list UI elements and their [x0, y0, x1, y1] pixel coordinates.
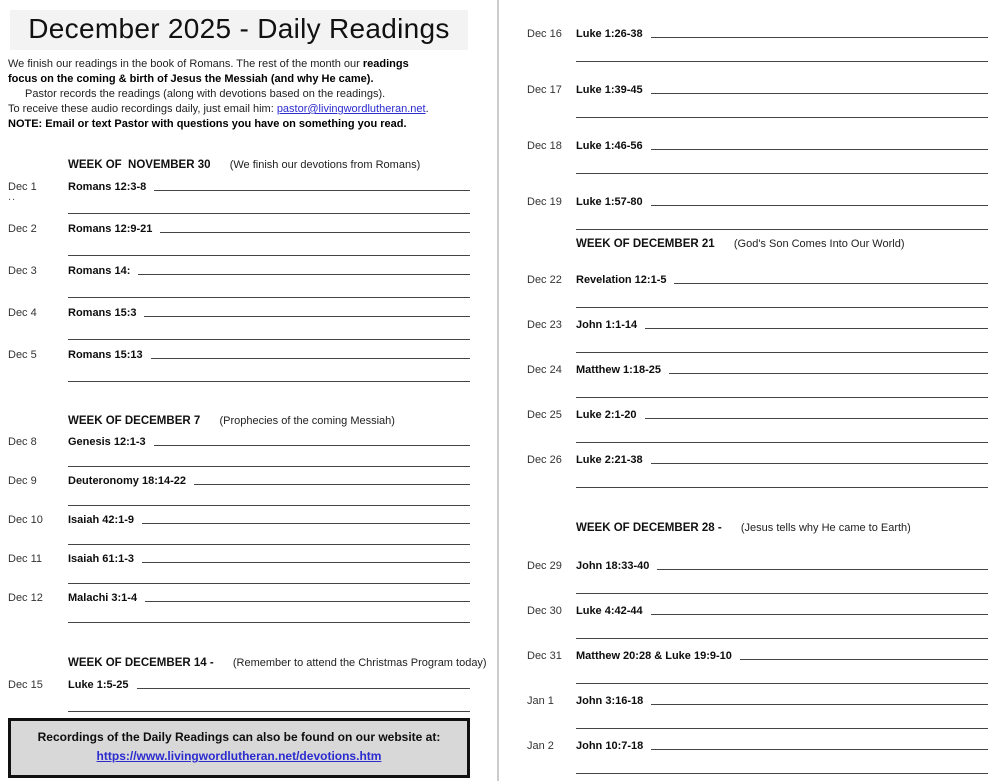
blank-line — [674, 283, 988, 284]
date-label: Dec 3 — [8, 265, 37, 277]
reading-row — [8, 299, 470, 340]
week-dec28-entries — [527, 552, 988, 774]
note-bold: NOTE: Email or text Pastor with questions you have on something you read. — [8, 118, 407, 130]
blank-line — [154, 445, 470, 446]
reading-row — [8, 429, 470, 467]
blank-line — [576, 152, 988, 174]
blank-line — [576, 208, 988, 230]
blank-line — [68, 361, 470, 382]
intro-bold: readings — [362, 58, 409, 70]
intro-line-3 — [8, 87, 470, 102]
intro-text: We finish our readings in the book of Romans. The rest of the month our — [8, 58, 363, 70]
blank-line — [68, 526, 470, 545]
blank-line — [651, 37, 988, 38]
right-column — [499, 0, 1000, 777]
week-note: (Remember to attend the Christmas Program today) — [232, 657, 487, 669]
reading-row — [8, 671, 470, 712]
week-dec7-entries — [8, 429, 470, 623]
blank-line — [142, 562, 470, 563]
reading-row — [527, 311, 988, 353]
reading-reference: Romans 12:3-8 — [68, 181, 147, 193]
reading-row — [527, 597, 988, 639]
week-heading-dec21 — [576, 236, 988, 252]
blank-line — [68, 448, 470, 467]
reading-row — [8, 257, 470, 298]
date-label: Dec 10 — [8, 514, 43, 526]
notice-text: Recordings of the Daily Readings can also be found on our website at: — [37, 730, 441, 744]
week-note: (God's Son Comes Into Our World) — [733, 238, 905, 250]
date-label: Dec 9 — [8, 475, 37, 487]
week-title: WEEK OF DECEMBER 14 - — [68, 657, 214, 669]
date-label: Jan 2 — [527, 740, 554, 752]
date-label: Dec 12 — [8, 592, 43, 604]
blank-line — [138, 274, 470, 275]
intro-text: To receive these audio recordings daily, just email him: — [8, 103, 277, 115]
blank-line — [651, 205, 988, 206]
blank-line — [576, 40, 988, 62]
reading-reference: Deuteronomy 18:14-22 — [68, 475, 186, 487]
intro-line-2 — [8, 72, 470, 87]
reading-row — [8, 546, 470, 584]
week-nov30-entries — [8, 173, 470, 382]
date-label: Dec 18 — [527, 140, 562, 152]
reading-reference: Luke 1:46-56 — [576, 140, 643, 152]
week-dec21-entries — [527, 266, 988, 488]
reading-row — [8, 341, 470, 382]
blank-line — [68, 193, 470, 214]
blank-line — [576, 331, 988, 353]
date-label: Dec 2 — [8, 223, 37, 235]
blank-line — [68, 319, 470, 340]
reading-reference: Luke 1:26-38 — [576, 28, 643, 40]
blank-line — [651, 93, 988, 94]
date-label: Dec 31 — [527, 650, 562, 662]
blank-line — [68, 565, 470, 584]
date-label: Dec 23 — [527, 319, 562, 331]
reading-reference: Matthew 1:18-25 — [576, 364, 661, 376]
blank-line — [68, 691, 470, 712]
date-label: Dec 17 — [527, 84, 562, 96]
week-title: WEEK OF DECEMBER 7 — [68, 415, 201, 427]
blank-line — [740, 659, 988, 660]
intro-text: . — [425, 103, 429, 115]
reading-reference: Luke 4:42-44 — [576, 605, 643, 617]
date-label: Dec 5 — [8, 349, 37, 361]
email-link[interactable]: pastor@livingwordlutheran.net — [276, 103, 426, 115]
reading-reference: Romans 12:9-21 — [68, 223, 153, 235]
blank-line — [576, 662, 988, 684]
reading-reference: Luke 1:57-80 — [576, 196, 643, 208]
reading-reference: Luke 2:21-38 — [576, 454, 643, 466]
blank-line — [645, 418, 988, 419]
intro-bold: focus on the coming & birth of Jesus the Messiah (and why He came). — [8, 73, 374, 85]
reading-reference: Romans 14: — [68, 265, 131, 277]
date-label: Dec 11 — [8, 553, 43, 565]
reading-reference: Luke 2:1-20 — [576, 409, 637, 421]
blank-line — [576, 617, 988, 639]
blank-line — [68, 487, 470, 506]
date-label: Dec 30 — [527, 605, 562, 617]
blank-line — [142, 523, 470, 524]
intro-paragraph — [8, 57, 470, 132]
date-label: Dec 8 — [8, 436, 37, 448]
blank-line — [657, 569, 988, 570]
blank-line — [576, 572, 988, 594]
reading-row — [527, 188, 988, 230]
reading-reference: Isaiah 61:1-3 — [68, 553, 135, 565]
reading-row — [527, 687, 988, 729]
blank-line — [576, 96, 988, 118]
date-label: Dec 22 — [527, 274, 562, 286]
blank-line — [145, 601, 470, 602]
date-label: Jan 1 — [527, 695, 554, 707]
reading-row — [527, 132, 988, 174]
date-label: Dec 24 — [527, 364, 562, 376]
left-column — [0, 0, 497, 778]
date-label: Dec 4 — [8, 307, 37, 319]
blank-line — [576, 376, 988, 398]
date-label: Dec 16 — [527, 28, 562, 40]
blank-line — [151, 358, 470, 359]
reading-reference: Luke 1:5-25 — [68, 679, 129, 691]
reading-row — [527, 552, 988, 594]
reading-row — [527, 266, 988, 308]
date-label: Dec 25 — [527, 409, 562, 421]
blank-line — [651, 463, 988, 464]
blank-line — [144, 316, 470, 317]
intro-note — [8, 117, 470, 132]
page-title: December 2025 - Daily Readings — [10, 10, 467, 50]
blank-line — [651, 149, 988, 150]
reading-reference: John 3:16-18 — [576, 695, 644, 707]
blank-line — [576, 286, 988, 308]
reading-reference: Luke 1:39-45 — [576, 84, 643, 96]
reading-reference: John 10:7-18 — [576, 740, 644, 752]
reading-reference: Romans 15:3 — [68, 307, 137, 319]
intro-line-4 — [8, 102, 470, 117]
week-heading-nov30 — [68, 157, 470, 173]
notice-link-row — [15, 746, 463, 766]
week-title: WEEK OF DECEMBER 21 — [576, 238, 715, 250]
blank-line — [154, 190, 470, 191]
reading-row — [8, 507, 470, 545]
blank-line — [576, 421, 988, 443]
reading-reference: Romans 15:13 — [68, 349, 143, 361]
week-heading-dec7 — [68, 413, 470, 429]
blank-line — [651, 614, 988, 615]
week-note: (We finish our devotions from Romans) — [229, 159, 421, 171]
reading-reference: Isaiah 42:1-9 — [68, 514, 135, 526]
blank-line — [576, 466, 988, 488]
week-heading-dec14 — [68, 655, 487, 671]
intro-line-1 — [8, 57, 470, 72]
reading-reference: Genesis 12:1-3 — [68, 436, 146, 448]
week-title: WEEK OF NOVEMBER 30 — [68, 159, 211, 171]
website-link[interactable]: https://www.livingwordlutheran.net/devotions.htm — [96, 749, 382, 763]
week-dec14-continued-entries — [527, 20, 988, 230]
blank-line — [194, 484, 470, 485]
week-note: (Prophecies of the coming Messiah) — [219, 415, 395, 427]
blank-line — [645, 328, 988, 329]
blank-line — [576, 707, 988, 729]
reading-reference: Matthew 20:28 & Luke 19:9-10 — [576, 650, 732, 662]
reading-reference: Revelation 12:1-5 — [576, 274, 667, 286]
date-label: Dec 15 — [8, 679, 43, 691]
reading-row — [527, 76, 988, 118]
reading-row — [527, 20, 988, 62]
date-label: Dec 29 — [527, 560, 562, 572]
date-label: Dec 1 — [8, 181, 37, 193]
reading-reference: John 1:1-14 — [576, 319, 638, 331]
blank-line — [68, 604, 470, 623]
blank-line — [160, 232, 470, 233]
blank-line — [68, 277, 470, 298]
reading-row — [527, 732, 988, 774]
intro-text: Pastor records the readings (along with devotions based on the readings). — [25, 88, 386, 100]
week-note: (Jesus tells why He came to Earth) — [740, 522, 911, 534]
blank-line — [669, 373, 988, 374]
blank-line — [68, 235, 470, 256]
reading-row — [527, 642, 988, 684]
reading-reference: John 18:33-40 — [576, 560, 650, 572]
dots-mark: .. — [8, 191, 17, 203]
week-heading-dec28 — [576, 520, 988, 536]
website-notice — [8, 718, 470, 778]
reading-row — [8, 173, 470, 214]
blank-line — [137, 688, 470, 689]
blank-line — [651, 704, 988, 705]
blank-line — [576, 752, 988, 774]
week-title: WEEK OF DECEMBER 28 - — [576, 522, 722, 534]
blank-line — [651, 749, 988, 750]
reading-row — [8, 585, 470, 623]
reading-row — [527, 401, 988, 443]
date-label: Dec 26 — [527, 454, 562, 466]
reading-row — [8, 468, 470, 506]
reading-reference: Malachi 3:1-4 — [68, 592, 138, 604]
week-dec14-entries — [8, 671, 470, 712]
reading-row — [527, 356, 988, 398]
reading-row — [8, 215, 470, 256]
reading-row — [527, 446, 988, 488]
date-label: Dec 19 — [527, 196, 562, 208]
title-row — [8, 10, 470, 50]
